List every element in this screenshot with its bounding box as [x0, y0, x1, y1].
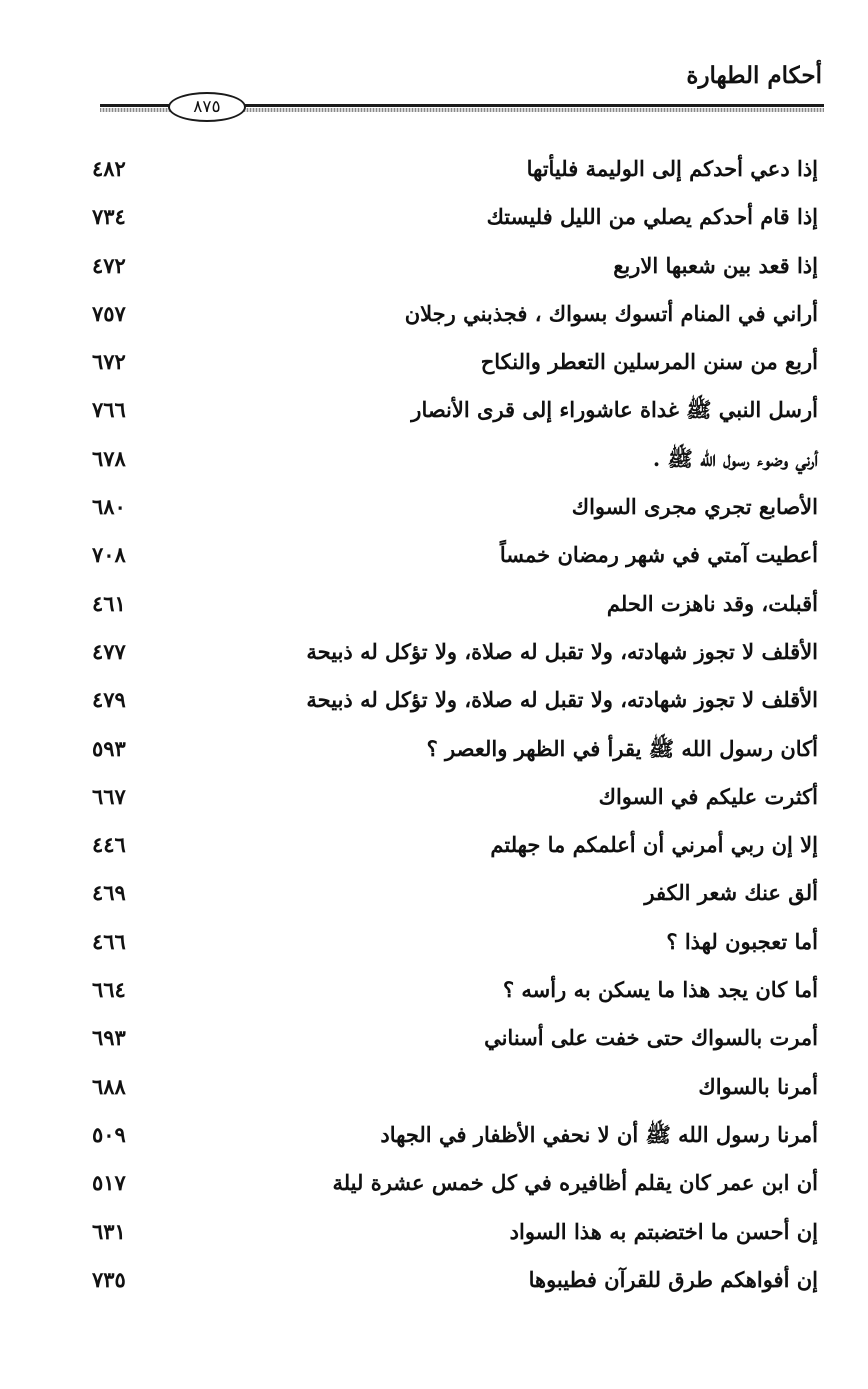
entry-text: أمرت بالسواك حتى خفت على أسناني	[484, 1025, 818, 1051]
entry-page-number: ٦٧٢	[92, 349, 126, 375]
index-list	[0, 148, 868, 1307]
entry-text: الأقلف لا تجوز شهادته، ولا تقبل له صلاة، ولا تؤكل له ذبيحة	[306, 687, 818, 713]
entry-text: إلا إن ربي أمرني أن أعلمكم ما جهلتم	[490, 832, 818, 858]
entry-text: أراني في المنام أتسوك بسواك ، فجذبني رجلان	[404, 300, 818, 326]
index-entry	[0, 921, 868, 969]
entry-text: أكثرت عليكم في السواك	[598, 783, 818, 809]
entry-page-number: ٦٩٣	[92, 1025, 126, 1051]
entry-text: إذا قام أحدكم يصلي من الليل فليستك	[486, 204, 818, 230]
entry-text: أما كان يجد هذا ما يسكن به رأسه ؟	[502, 977, 818, 1003]
index-entry	[0, 1259, 868, 1307]
entry-text: أكان رسول الله ﷺ يقرأ في الظهر والعصر ؟	[426, 735, 818, 761]
index-entry	[0, 969, 868, 1017]
entry-text: ألق عنك شعر الكفر	[644, 880, 818, 906]
entry-text: أرني وضوء رسول الله ﷺ .	[652, 445, 818, 471]
entry-page-number: ٧٦٦	[92, 397, 126, 423]
running-title: أحكام الطهارة	[686, 62, 822, 89]
entry-page-number: ٧٣٤	[92, 204, 126, 230]
entry-page-number: ٤٧٩	[92, 687, 126, 713]
entry-text: إذا دعي أحدكم إلى الوليمة فليأتها	[526, 156, 818, 181]
index-entry	[0, 196, 868, 244]
entry-text: أقبلت، وقد ناهزت الحلم	[606, 590, 818, 616]
entry-text: إن أفواهكم طرق للقرآن فطيبوها	[528, 1266, 818, 1292]
page-number: ٨٧٥	[168, 92, 246, 122]
index-entry	[0, 1211, 868, 1259]
index-entry	[0, 245, 868, 293]
index-entry	[0, 824, 868, 872]
entry-page-number: ٥٠٩	[92, 1121, 126, 1147]
entry-page-number: ٦٨٨	[92, 1073, 126, 1099]
entry-text: أمرنا بالسواك	[698, 1073, 818, 1099]
header-rule	[100, 92, 824, 122]
index-entry	[0, 776, 868, 824]
entry-page-number: ٦٣١	[92, 1218, 126, 1244]
index-entry	[0, 341, 868, 389]
entry-page-number: ٦٧٨	[92, 445, 126, 471]
entry-page-number: ٤٦٦	[92, 928, 126, 954]
index-entry	[0, 293, 868, 341]
entry-page-number: ٤٤٦	[92, 832, 126, 858]
index-entry	[0, 679, 868, 727]
index-entry	[0, 1066, 868, 1114]
index-entry	[0, 1114, 868, 1162]
entry-page-number: ٤٦٩	[92, 880, 126, 906]
index-entry	[0, 148, 868, 196]
index-entry	[0, 438, 868, 486]
entry-text: أربع من سنن المرسلين التعطر والنكاح	[480, 349, 818, 375]
entry-page-number: ٥١٧	[92, 1170, 126, 1196]
index-entry	[0, 728, 868, 776]
index-entry	[0, 486, 868, 534]
index-entry	[0, 1017, 868, 1065]
entry-page-number: ٧٠٨	[92, 542, 126, 568]
entry-page-number: ٤٦١	[92, 590, 126, 616]
entry-text: إن أحسن ما اختضبتم به هذا السواد	[509, 1218, 818, 1244]
entry-page-number: ٤٨٢	[92, 156, 126, 181]
entry-text: الأقلف لا تجوز شهادته، ولا تقبل له صلاة، ولا تؤكل له ذبيحة	[306, 638, 818, 664]
entry-text: إذا قعد بين شعبها الاربع	[613, 252, 818, 278]
index-entry	[0, 631, 868, 679]
entry-page-number: ٥٩٣	[92, 735, 126, 761]
entry-page-number: ٧٥٧	[92, 300, 126, 326]
entry-page-number: ٦٦٧	[92, 783, 126, 809]
index-entry	[0, 389, 868, 437]
entry-text: أمرنا رسول الله ﷺ أن لا نحفي الأظفار في الجهاد	[380, 1121, 818, 1147]
entry-text: أرسل النبي ﷺ غداة عاشوراء إلى قرى الأنصار	[411, 397, 818, 423]
entry-text: أن ابن عمر كان يقلم أظافيره في كل خمس عشرة ليلة	[332, 1170, 818, 1196]
entry-text: أعطيت آمتي في شهر رمضان خمساً	[499, 542, 818, 568]
entry-text: أما تعجبون لهذا ؟	[666, 928, 818, 954]
index-entry	[0, 534, 868, 582]
entry-page-number: ٧٣٥	[92, 1266, 126, 1292]
index-entry	[0, 583, 868, 631]
entry-text: الأصابع تجري مجرى السواك	[571, 494, 818, 520]
entry-page-number: ٦٨٠	[92, 494, 126, 520]
entry-page-number: ٤٧٢	[92, 252, 126, 278]
entry-page-number: ٤٧٧	[92, 638, 126, 664]
entry-page-number: ٦٦٤	[92, 977, 126, 1003]
index-entry	[0, 1162, 868, 1210]
index-entry	[0, 872, 868, 920]
